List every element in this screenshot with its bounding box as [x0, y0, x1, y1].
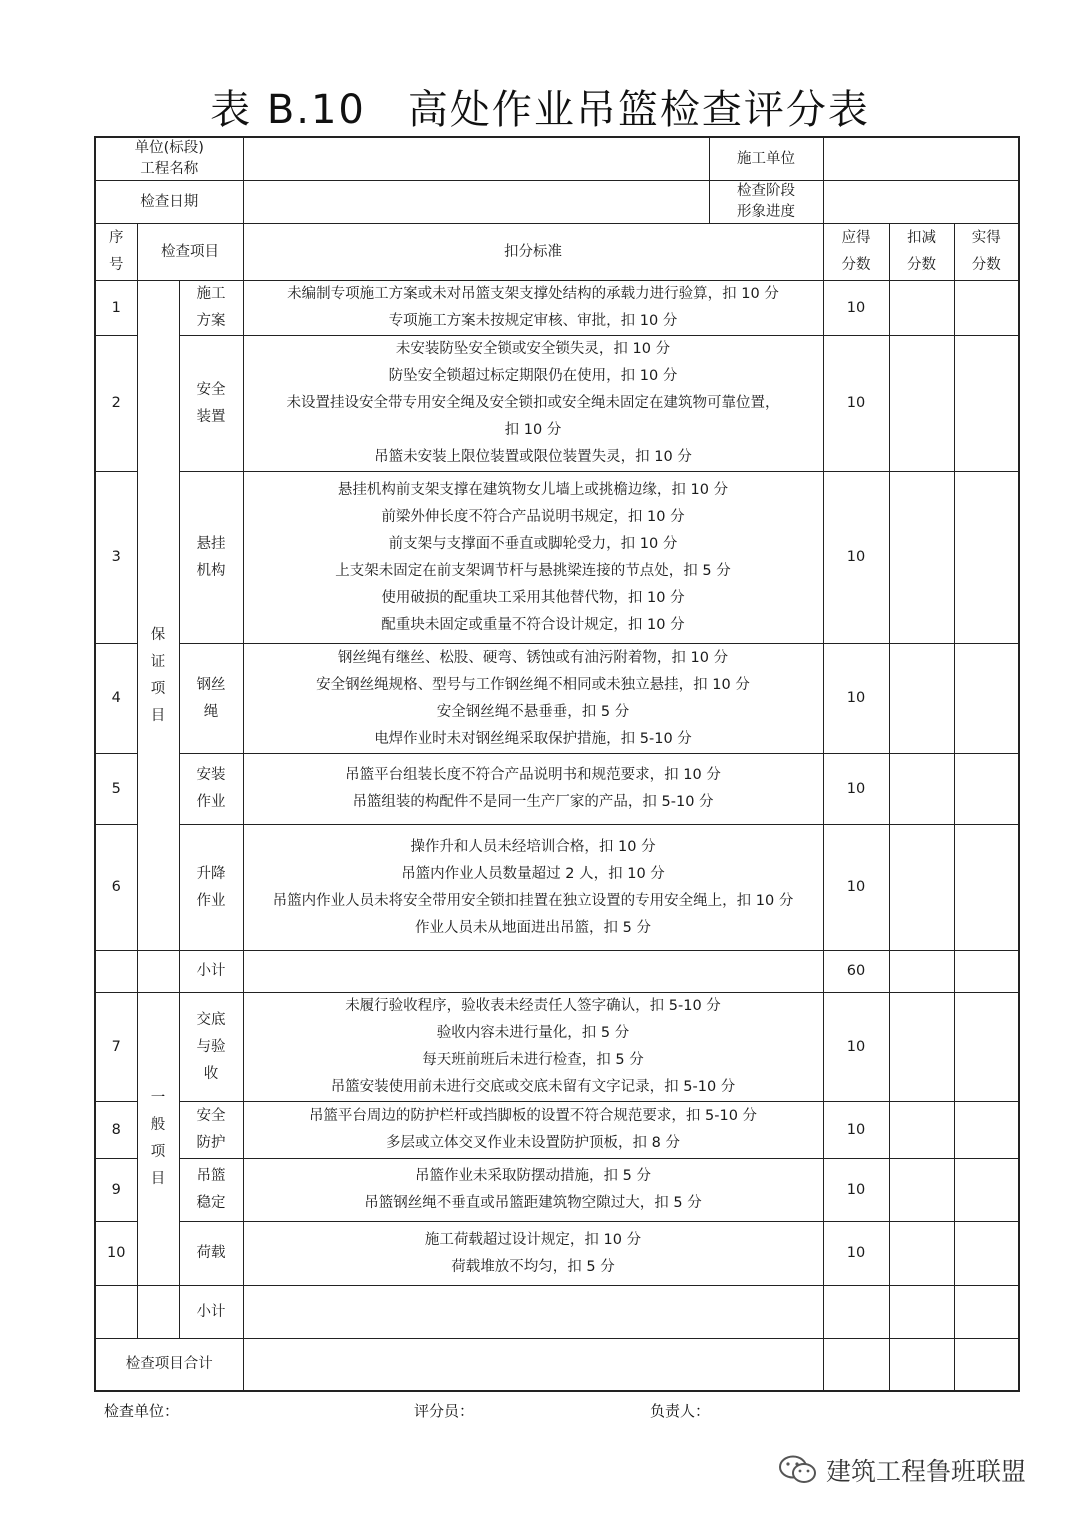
group-guarantee	[137, 281, 179, 951]
criteria-line: 每天班前班后未进行检查，扣 5 分	[422, 1052, 644, 1068]
criteria-line: 电焊作业时未对钢丝绳采取保护措施，扣 5-10 分	[374, 730, 692, 747]
criteria-line: 吊篮未安装上限位装置或限位装置失灵，扣 10 分	[374, 449, 692, 465]
subtotal-label: 小计	[179, 1286, 243, 1339]
due-score	[823, 1339, 889, 1391]
row-item	[179, 1102, 243, 1159]
row-seq: 5	[95, 754, 137, 825]
group-char: 目	[150, 1171, 166, 1187]
constructor-label: 施工单位	[709, 137, 823, 181]
criteria-line: 未安装防坠安全锁或安全锁失灵，扣 10 分	[395, 341, 671, 357]
row-criteria	[243, 336, 823, 472]
criteria-line: 吊篮平台组装长度不符合产品说明书和规范要求，扣 10 分	[345, 767, 721, 783]
table-row	[95, 993, 1019, 1102]
row-item	[179, 754, 243, 825]
item-char: 交底	[196, 1011, 226, 1028]
table-row	[95, 336, 1019, 472]
actual-score-cell[interactable]	[954, 993, 1019, 1102]
deduct-score-cell[interactable]	[889, 1102, 954, 1159]
row-criteria	[243, 1159, 823, 1222]
criteria-line: 上支架未固定在前支架调节杆与悬挑梁连接的节点处，扣 5 分	[335, 562, 731, 579]
deduct-score-cell[interactable]	[889, 951, 954, 993]
deduct-score-cell[interactable]	[889, 754, 954, 825]
deduct-score-cell[interactable]	[889, 1159, 954, 1222]
due-score: 10	[823, 825, 889, 951]
criteria-line: 作业人员未从地面进出吊篮，扣 5 分	[415, 919, 651, 936]
actual-score-cell[interactable]	[954, 754, 1019, 825]
watermark-text: 建筑工程鲁班联盟	[826, 1457, 1027, 1486]
group-char: 目	[150, 707, 166, 724]
table-row	[95, 472, 1019, 644]
wechat-icon	[778, 1454, 818, 1486]
item-char: 收	[203, 1065, 219, 1082]
subtotal-row	[95, 1286, 1019, 1339]
criteria-line: 未履行验收程序，验收表未经责任人签字确认，扣 5-10 分	[345, 998, 721, 1014]
stage-label: 检查阶段 形象进度	[709, 181, 823, 224]
row-item	[179, 644, 243, 754]
row-seq: 9	[95, 1159, 137, 1222]
group-char: 般	[150, 1117, 166, 1133]
row-seq: 1	[95, 281, 137, 336]
item-char: 悬挂	[196, 535, 226, 552]
actual-score-cell[interactable]	[954, 281, 1019, 336]
actual-score-cell[interactable]	[954, 1222, 1019, 1286]
subtotal-row	[95, 951, 1019, 993]
criteria-line: 扣 10 分	[504, 422, 562, 438]
item-char: 钢丝	[196, 676, 226, 693]
criteria-line: 未设置挂设安全带专用安全绳及安全锁扣或安全绳未固定在建筑物可靠位置，	[286, 395, 780, 411]
row-item	[179, 336, 243, 472]
table-row	[95, 1222, 1019, 1286]
criteria-line: 操作升和人员未经培训合格，扣 10 分	[410, 838, 656, 855]
item-char: 稳定	[196, 1195, 226, 1211]
criteria-line: 多层或立体交叉作业未设置防护顶板，扣 8 分	[386, 1135, 680, 1151]
date-label: 检查日期	[95, 181, 243, 224]
table-row	[95, 1159, 1019, 1222]
due-score: 10	[823, 1159, 889, 1222]
criteria-line: 荷载堆放不均匀，扣 5 分	[451, 1258, 615, 1275]
item-char: 施工	[196, 286, 226, 302]
item-char: 方案	[196, 313, 226, 329]
actual-score-cell[interactable]	[954, 1286, 1019, 1339]
actual-score-header: 实得 分数	[954, 224, 1019, 281]
table-row	[95, 1102, 1019, 1159]
criteria-line: 前梁外伸长度不符合产品说明书规定，扣 10 分	[381, 508, 685, 525]
group-char: 项	[150, 680, 166, 697]
check-unit-label: 检查单位：	[104, 1402, 180, 1420]
total-criteria	[243, 1339, 823, 1391]
row-seq: 2	[95, 336, 137, 472]
due-score: 10	[823, 281, 889, 336]
due-score: 10	[823, 1222, 889, 1286]
group-char: 一	[150, 1090, 166, 1106]
unit-label: 单位(标段) 工程名称	[95, 137, 243, 181]
criteria-line: 悬挂机构前支架支撑在建筑物女儿墙上或挑檐边缘，扣 10 分	[337, 481, 729, 498]
subtotal-criteria	[243, 1286, 823, 1339]
due-score: 10	[823, 1102, 889, 1159]
row-criteria	[243, 993, 823, 1102]
group-char: 保	[150, 626, 166, 643]
deduct-score-cell[interactable]	[889, 825, 954, 951]
table-row	[95, 754, 1019, 825]
due-score-header: 应得 分数	[823, 224, 889, 281]
due-score: 60	[823, 951, 889, 993]
inspection-table	[94, 136, 1020, 1392]
deduct-score-header: 扣减 分数	[889, 224, 954, 281]
due-score: 10	[823, 644, 889, 754]
criteria-line: 吊篮钢丝绳不垂直或吊篮距建筑物空隙过大，扣 5 分	[364, 1195, 702, 1211]
deduct-score-cell[interactable]	[889, 1339, 954, 1391]
criteria-line: 安全钢丝绳不悬垂垂，扣 5 分	[436, 703, 630, 720]
item-char: 与验	[196, 1038, 226, 1055]
item-char: 装置	[196, 408, 226, 425]
item-char: 绳	[203, 703, 219, 720]
table-row	[95, 825, 1019, 951]
criteria-line: 钢丝绳有继丝、松股、硬弯、锈蚀或有油污附着物，扣 10 分	[337, 649, 729, 666]
watermark	[778, 1452, 1026, 1488]
column-header-row	[95, 224, 1019, 281]
item-char: 安全	[196, 381, 226, 398]
date-value[interactable]	[243, 181, 709, 224]
criteria-line: 未编制专项施工方案或未对吊篮支架支撑处结构的承载力进行验算，扣 10 分	[287, 286, 779, 302]
item-char: 作业	[196, 794, 226, 810]
deduct-score-cell[interactable]	[889, 993, 954, 1102]
row-criteria	[243, 472, 823, 644]
item-char: 安全	[196, 1108, 226, 1124]
due-score: 10	[823, 336, 889, 472]
item-char: 作业	[196, 892, 226, 909]
actual-score-cell[interactable]	[954, 472, 1019, 644]
deduct-score-cell[interactable]	[889, 644, 954, 754]
row-seq: 10	[95, 1222, 137, 1286]
row-item	[179, 281, 243, 336]
deduct-score-cell[interactable]	[889, 1222, 954, 1286]
row-item	[179, 1222, 243, 1286]
criteria-line: 吊篮安装使用前未进行交底或交底未留有文字记录，扣 5-10 分	[330, 1079, 736, 1095]
row-item	[179, 825, 243, 951]
item-char: 升降	[196, 865, 226, 882]
constructor-value[interactable]	[823, 137, 1019, 181]
criteria-line: 验收内容未进行量化，扣 5 分	[436, 1025, 630, 1041]
due-score: 10	[823, 993, 889, 1102]
page-title: 表 B.10 高处作业吊篮检查评分表	[210, 87, 870, 133]
row-seq: 4	[95, 644, 137, 754]
item-char: 防护	[196, 1135, 226, 1151]
criteria-line: 吊篮内作业人员数量超过 2 人，扣 10 分	[401, 865, 665, 882]
deduct-score-cell[interactable]	[889, 336, 954, 472]
criteria-line: 专项施工方案未按规定审核、审批，扣 10 分	[388, 313, 678, 329]
row-seq: 8	[95, 1102, 137, 1159]
item-header: 检查项目	[137, 224, 243, 281]
row-item	[179, 1159, 243, 1222]
subtotal-criteria	[243, 951, 823, 993]
criteria-line: 安全钢丝绳规格、型号与工作钢丝绳不相同或未独立悬挂，扣 10 分	[316, 676, 750, 693]
criteria-line: 吊篮平台周边的防护栏杆或挡脚板的设置不符合规范要求，扣 5-10 分	[308, 1108, 758, 1124]
actual-score-cell[interactable]	[954, 1339, 1019, 1391]
scorer-label: 评分员：	[414, 1402, 475, 1420]
criteria-line: 吊篮作业未采取防摆动措施，扣 5 分	[415, 1168, 651, 1184]
criteria-line: 防坠安全锁超过标定期限仍在使用，扣 10 分	[388, 368, 678, 384]
actual-score-cell[interactable]	[954, 951, 1019, 993]
subtotal-seq	[95, 951, 137, 993]
due-score: 10	[823, 472, 889, 644]
group-char: 项	[150, 1144, 166, 1160]
row-criteria	[243, 281, 823, 336]
actual-score-cell[interactable]	[954, 336, 1019, 472]
row-seq: 7	[95, 993, 137, 1102]
row-seq: 3	[95, 472, 137, 644]
subtotal-label: 小计	[179, 951, 243, 993]
actual-score-cell[interactable]	[954, 644, 1019, 754]
stage-value[interactable]	[823, 181, 1019, 224]
criteria-line: 使用破损的配重块工采用其他替代物，扣 10 分	[381, 589, 685, 606]
criteria-line: 配重块未固定或重量不符合设计规定，扣 10 分	[381, 616, 685, 633]
due-score	[823, 1286, 889, 1339]
item-char: 安装	[196, 767, 226, 783]
responsible-label: 负责人：	[650, 1402, 711, 1420]
row-criteria	[243, 1102, 823, 1159]
criteria-line: 施工荷载超过设计规定，扣 10 分	[424, 1231, 642, 1248]
row-criteria	[243, 644, 823, 754]
actual-score-cell[interactable]	[954, 1102, 1019, 1159]
row-criteria	[243, 754, 823, 825]
item-char: 荷载	[196, 1245, 226, 1261]
actual-score-cell[interactable]	[954, 825, 1019, 951]
seq-header: 序 号	[95, 224, 137, 281]
item-char: 吊篮	[196, 1168, 226, 1184]
deduct-score-cell[interactable]	[889, 281, 954, 336]
deduct-score-cell[interactable]	[889, 1286, 954, 1339]
subtotal-group	[137, 951, 179, 993]
actual-score-cell[interactable]	[954, 1159, 1019, 1222]
group-general	[137, 993, 179, 1286]
subtotal-group	[137, 1286, 179, 1339]
row-item	[179, 993, 243, 1102]
row-seq: 6	[95, 825, 137, 951]
total-row	[95, 1339, 1019, 1391]
criteria-line: 吊篮组装的构配件不是同一生产厂家的产品，扣 5-10 分	[352, 794, 714, 810]
criteria-header: 扣分标准	[243, 224, 823, 281]
item-char: 机构	[196, 562, 226, 579]
subtotal-seq	[95, 1286, 137, 1339]
row-criteria	[243, 825, 823, 951]
total-label: 检查项目合计	[95, 1339, 243, 1391]
due-score: 10	[823, 754, 889, 825]
unit-value[interactable]	[243, 137, 709, 181]
row-item	[179, 472, 243, 644]
group-char: 证	[150, 653, 166, 670]
table-row	[95, 281, 1019, 336]
row-criteria	[243, 1222, 823, 1286]
deduct-score-cell[interactable]	[889, 472, 954, 644]
criteria-line: 前支架与支撑面不垂直或脚轮受力，扣 10 分	[388, 535, 678, 552]
table-row	[95, 644, 1019, 754]
criteria-line: 吊篮内作业人员未将安全带用安全锁扣挂置在独立设置的专用安全绳上，扣 10 分	[272, 892, 794, 909]
